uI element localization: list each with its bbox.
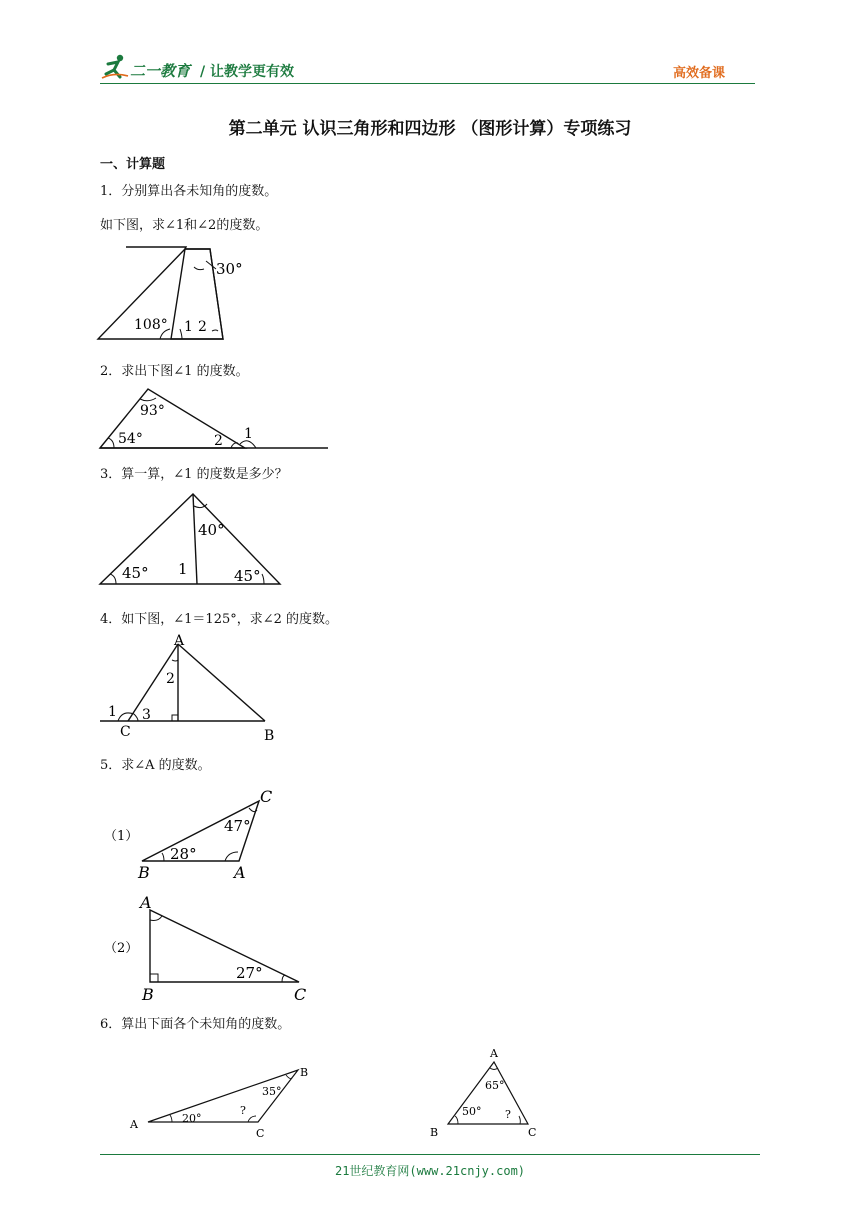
vertex-label-A: A — [130, 1118, 138, 1131]
angle-label-35: 35° — [262, 1085, 282, 1098]
angle-label-40: 40° — [198, 521, 225, 539]
part-label-2: （2） — [104, 941, 139, 956]
angle-label-2: 2 — [166, 671, 175, 687]
angle-label-1: 1 — [244, 426, 253, 442]
angle-label-28: 28° — [170, 845, 197, 863]
angle-label-45-right: 45° — [234, 567, 261, 585]
page-header — [100, 52, 755, 82]
angle-label-45-left: 45° — [122, 564, 149, 582]
angle-label-65: 65° — [485, 1079, 505, 1092]
question-1-sub: 如下图，求∠1和∠2的度数。 — [100, 218, 269, 233]
figure-3 — [100, 492, 282, 586]
question-5: 5．求∠A 的度数。 — [100, 758, 211, 773]
header-divider — [100, 83, 755, 84]
vertex-label-A: A — [174, 633, 185, 649]
figure-2 — [100, 386, 330, 452]
question-3: 3．算一算，∠1 的度数是多少？ — [100, 467, 288, 482]
vertex-label-C: C — [256, 1127, 265, 1140]
angle-label-47: 47° — [224, 817, 251, 835]
vertex-label-A: A — [490, 1047, 498, 1060]
section-heading: 一、计算题 — [100, 157, 166, 172]
unknown-angle: ? — [505, 1108, 511, 1121]
unknown-angle: ? — [240, 1104, 246, 1117]
angle-label-27: 27° — [236, 964, 263, 982]
vertex-label-C: C — [528, 1126, 537, 1139]
angle-label-2: 2 — [214, 433, 223, 449]
angle-label-1: 1 — [184, 319, 193, 335]
angle-label-1: 1 — [108, 704, 117, 720]
page-title: 第二单元 认识三角形和四边形 （图形计算）专项练习 — [228, 119, 632, 139]
vertex-label-B: B — [300, 1066, 309, 1079]
figure-5-2 — [104, 890, 314, 1005]
angle-label-54: 54° — [118, 431, 143, 447]
vertex-label-A: A — [234, 863, 246, 882]
part-label-1: （1） — [104, 829, 139, 844]
angle-label-93: 93° — [140, 403, 165, 419]
question-4: 4．如下图，∠1＝125°，求∠2 的度数。 — [100, 612, 339, 627]
footer-text: 21世纪教育网(www.21cnjy.com) — [334, 1164, 526, 1178]
question-6: 6．算出下面各个未知角的度数。 — [100, 1017, 291, 1032]
vertex-label-A: A — [140, 893, 152, 912]
angle-label-1: 1 — [178, 560, 188, 578]
logo-text: 二一教育 — [130, 62, 191, 80]
figure-4 — [100, 632, 280, 744]
question-2: 2．求出下图∠1 的度数。 — [100, 364, 249, 379]
question-1: 1．分别算出各未知角的度数。 — [100, 184, 278, 199]
angle-label-108: 108° — [134, 317, 168, 333]
angle-label-20: 20° — [182, 1112, 202, 1125]
vertex-label-B: B — [264, 728, 275, 744]
slogan: / 让教学更有效 — [200, 64, 294, 80]
vertex-label-C: C — [120, 724, 131, 740]
figure-6-2 — [428, 1046, 548, 1142]
figure-6-1 — [128, 1062, 318, 1142]
angle-label-3: 3 — [142, 707, 151, 723]
angle-label-50: 50° — [462, 1105, 482, 1118]
figure-1 — [98, 245, 248, 345]
angle-label-2: 2 — [198, 319, 207, 335]
runner-logo-icon — [100, 52, 130, 84]
vertex-label-B: B — [142, 985, 154, 1004]
vertex-label-B: B — [138, 863, 150, 882]
footer-divider — [100, 1154, 760, 1155]
angle-label-30: 30° — [216, 260, 243, 278]
vertex-label-C: C — [294, 985, 307, 1004]
figure-5-1 — [104, 786, 284, 880]
header-badge: 高效备课 — [672, 66, 725, 81]
vertex-label-C: C — [260, 787, 273, 806]
vertex-label-B: B — [430, 1126, 439, 1139]
